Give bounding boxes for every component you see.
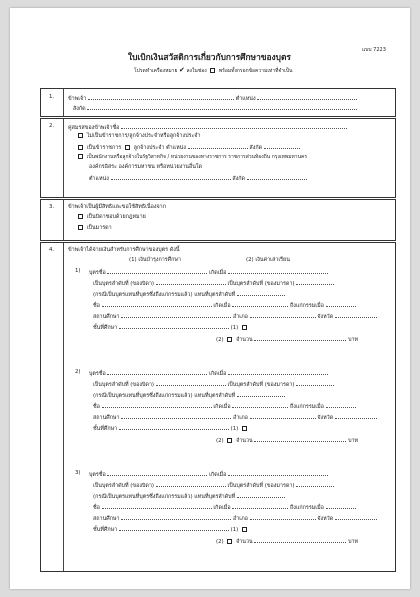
child-grade-row bbox=[93, 525, 249, 534]
child-deceased-date-field[interactable] bbox=[326, 301, 356, 307]
child-deceased-date-label: ถึงแก่กรรมเมื่อ bbox=[290, 404, 324, 410]
section-1 bbox=[40, 88, 396, 117]
child-name-field[interactable] bbox=[107, 470, 207, 476]
instruction-suffix: พร้อมทั้งกรอกข้อความเท่าที่จำเป็น bbox=[218, 68, 293, 74]
child-deceased-birth-label: เกิดเมื่อ bbox=[213, 303, 231, 309]
s2-opt2-affiliation-field[interactable] bbox=[264, 143, 300, 149]
child-item2-row bbox=[216, 436, 358, 445]
child-order-father-field[interactable] bbox=[156, 380, 226, 386]
child-province-label: จังหวัด bbox=[317, 415, 334, 421]
child-deceased-birth-field[interactable] bbox=[232, 301, 288, 307]
child-name-label: บุตรชื่อ bbox=[89, 371, 106, 377]
child-birth-label: เกิดเมื่อ bbox=[209, 472, 227, 478]
s2-opt3-detail-row bbox=[89, 174, 307, 183]
child-district-field[interactable] bbox=[250, 312, 316, 318]
child-birth-label: เกิดเมื่อ bbox=[209, 270, 227, 276]
child-number: 3) bbox=[75, 470, 81, 476]
child-school-field[interactable] bbox=[121, 514, 231, 520]
child-amount-label: จำนวน bbox=[236, 438, 253, 444]
child-amount-label: จำนวน bbox=[236, 539, 253, 545]
s1-number: 1. bbox=[49, 94, 55, 100]
child-deceased-date-field[interactable] bbox=[326, 402, 356, 408]
child-deceased-birth-field[interactable] bbox=[232, 402, 288, 408]
s4-number: 4. bbox=[49, 247, 55, 253]
child-birth-label: เกิดเมื่อ bbox=[209, 371, 227, 377]
instruction-mid: ลงในช่อง bbox=[186, 68, 207, 74]
child-order-father-label: เป็นบุตรลำดับที่ (ของบิดา) bbox=[93, 281, 154, 287]
child-deceased-birth-label: เกิดเมื่อ bbox=[213, 404, 231, 410]
child-province-field[interactable] bbox=[335, 312, 377, 318]
s2-opt3-line2: องค์กรอิสระ องค์การมหาชน หรือหน่วยงานอื่นใด bbox=[89, 164, 203, 170]
s2-opt2b-label: ลูกจ้างประจำ bbox=[133, 145, 165, 151]
child-name-row bbox=[89, 470, 328, 479]
child-item2-label: (2) bbox=[216, 438, 224, 444]
child-replace-label: (กรณีเป็นบุตรแทนที่บุตรซึ่งถึงแก่กรรมแล้ว) แทนที่บุตรลำดับที่ bbox=[93, 292, 236, 298]
child-order-mother-field[interactable] bbox=[296, 481, 334, 487]
child-baht-label: บาท bbox=[348, 337, 359, 343]
instruction-line bbox=[134, 67, 292, 75]
child-order-father-label: เป็นบุตรลำดับที่ (ของบิดา) bbox=[93, 382, 154, 388]
s1-affiliation-label: สังกัด bbox=[73, 106, 86, 112]
s2-opt2-row bbox=[76, 143, 300, 152]
s2-opt2-checkbox[interactable] bbox=[78, 145, 83, 150]
child-school-row bbox=[93, 413, 377, 422]
s1-name-label: ข้าพเจ้า bbox=[68, 96, 87, 102]
child-school-label: สถานศึกษา bbox=[93, 415, 120, 421]
s3-opt2-row bbox=[76, 225, 112, 232]
child-deceased-birth-field[interactable] bbox=[232, 503, 288, 509]
s1-name-row bbox=[68, 94, 357, 103]
child-district-label: อำเภอ bbox=[232, 314, 248, 320]
child-item2-label: (2) bbox=[216, 337, 224, 343]
child-deceased-row bbox=[93, 301, 356, 310]
child-order-mother-field[interactable] bbox=[296, 380, 334, 386]
child-amount-field[interactable] bbox=[254, 436, 346, 442]
child-replace-label: (กรณีเป็นบุตรแทนที่บุตรซึ่งถึงแก่กรรมแล้ว) แทนที่บุตรลำดับที่ bbox=[93, 494, 236, 500]
child-replace-row bbox=[93, 391, 285, 400]
section-4 bbox=[40, 242, 396, 572]
child-item1-label: (1) bbox=[230, 325, 239, 331]
child-item2-row bbox=[216, 537, 358, 546]
child-order-father-label: เป็นบุตรลำดับที่ (ของบิดา) bbox=[93, 483, 154, 489]
child-order-row bbox=[93, 481, 334, 490]
child-order-mother-field[interactable] bbox=[296, 279, 334, 285]
child-district-label: อำเภอ bbox=[232, 516, 248, 522]
child-name-label: บุตรชื่อ bbox=[89, 472, 106, 478]
form-code: แบบ 7223 bbox=[362, 47, 386, 53]
child-item1-label: (1) bbox=[230, 426, 239, 432]
s3-opt1-checkbox[interactable] bbox=[78, 214, 83, 219]
child-province-field[interactable] bbox=[335, 514, 377, 520]
child-deceased-date-field[interactable] bbox=[326, 503, 356, 509]
child-order-father-field[interactable] bbox=[156, 481, 226, 487]
child-order-mother-label: เป็นบุตรลำดับที่ (ของมารดา) bbox=[227, 483, 295, 489]
child-amount-field[interactable] bbox=[254, 537, 346, 543]
child-grade-field[interactable] bbox=[119, 323, 229, 329]
child-replace-field[interactable] bbox=[237, 492, 285, 498]
s3-opt1-label: เป็นบิดาชอบด้วยกฎหมาย bbox=[86, 214, 146, 220]
child-deceased-birth-label: เกิดเมื่อ bbox=[213, 505, 231, 511]
s2-heading: คู่สมรสของข้าพเจ้าชื่อ bbox=[68, 125, 120, 131]
child-birth-field[interactable] bbox=[228, 470, 328, 476]
form-title: ใบเบิกเงินสวัสดิการเกี่ยวกับการศึกษาของบุตร bbox=[128, 52, 291, 62]
s2-opt1-label: ไม่เป็นข้าราชการ/ลูกจ้างประจำหรือลูกจ้างประจำ bbox=[86, 133, 201, 139]
child-replace-field[interactable] bbox=[237, 391, 285, 397]
child-order-row bbox=[93, 380, 334, 389]
child-school-row bbox=[93, 514, 377, 523]
check-mark-icon: ✔ bbox=[179, 66, 185, 74]
s2-opt2a-label: เป็นข้าราชการ bbox=[86, 145, 122, 151]
s3-opt1-row bbox=[76, 214, 146, 221]
s2-opt3-line1: เป็นพนักงานหรือลูกจ้างในรัฐวิสาหกิจ / หน่วยงานของทางราชการ ราชการส่วนท้องถิ่น กรุงเทพมหานคร bbox=[86, 154, 308, 160]
child-deceased-name-label: ชื่อ bbox=[93, 404, 100, 410]
child-replace-field[interactable] bbox=[237, 290, 285, 296]
s4-col1-heading: (1) เงินบำรุงการศึกษา bbox=[129, 257, 181, 263]
child-baht-label: บาท bbox=[348, 539, 359, 545]
child-item1-checkbox[interactable] bbox=[242, 325, 247, 330]
child-deceased-name-field[interactable] bbox=[102, 301, 212, 307]
child-district-field[interactable] bbox=[250, 514, 316, 520]
child-grade-row bbox=[93, 323, 249, 332]
child-grade-label: ชั้นที่ศึกษา bbox=[93, 325, 118, 331]
s2-opt2-position-label: ตำแหน่ง bbox=[166, 145, 186, 151]
s2-opt3-checkbox[interactable] bbox=[78, 154, 83, 159]
child-district-label: อำเภอ bbox=[232, 415, 248, 421]
s3-number: 3. bbox=[49, 204, 55, 210]
child-order-row bbox=[93, 279, 334, 288]
child-item1-checkbox[interactable] bbox=[242, 527, 247, 532]
child-grade-label: ชั้นที่ศึกษา bbox=[93, 527, 118, 533]
s3-heading: ข้าพเจ้าเป็นผู้มีสิทธิและขอใช้สิทธิเนื่องจาก bbox=[68, 204, 166, 210]
child-item2-label: (2) bbox=[216, 539, 224, 545]
child-amount-field[interactable] bbox=[254, 335, 346, 341]
s2-opt2-affiliation-label: สังกัด bbox=[249, 145, 263, 151]
child-order-mother-label: เป็นบุตรลำดับที่ (ของมารดา) bbox=[227, 281, 295, 287]
child-amount-label: จำนวน bbox=[236, 337, 253, 343]
s2-opt2-position-field[interactable] bbox=[188, 143, 248, 149]
child-deceased-name-field[interactable] bbox=[102, 503, 212, 509]
child-deceased-date-label: ถึงแก่กรรมเมื่อ bbox=[290, 303, 324, 309]
child-deceased-name-label: ชื่อ bbox=[93, 303, 100, 309]
child-province-label: จังหวัด bbox=[317, 314, 334, 320]
s2-spouse-row bbox=[68, 123, 347, 132]
child-name-label: บุตรชื่อ bbox=[89, 270, 106, 276]
s3-opt2-label: เป็นมารดา bbox=[86, 225, 112, 231]
s2-spouse-field[interactable] bbox=[121, 123, 347, 129]
s1-position-field[interactable] bbox=[257, 94, 357, 100]
child-order-mother-label: เป็นบุตรลำดับที่ (ของมารดา) bbox=[227, 382, 295, 388]
s2-opt3-affiliation-field[interactable] bbox=[247, 174, 307, 180]
child-grade-field[interactable] bbox=[119, 525, 229, 531]
s2-opt1-checkbox[interactable] bbox=[78, 133, 83, 138]
child-item2-checkbox[interactable] bbox=[227, 539, 232, 544]
child-grade-label: ชั้นที่ศึกษา bbox=[93, 426, 118, 432]
child-item2-row bbox=[216, 335, 358, 344]
child-order-father-field[interactable] bbox=[156, 279, 226, 285]
s2-opt3-row bbox=[76, 154, 307, 161]
child-school-row bbox=[93, 312, 377, 321]
child-name-row bbox=[89, 268, 328, 277]
child-baht-label: บาท bbox=[348, 438, 359, 444]
child-deceased-row bbox=[93, 503, 356, 512]
child-number: 1) bbox=[75, 268, 81, 274]
child-province-label: จังหวัด bbox=[317, 516, 334, 522]
child-school-label: สถานศึกษา bbox=[93, 516, 120, 522]
form-page bbox=[10, 8, 410, 589]
child-grade-row bbox=[93, 424, 249, 433]
child-item1-checkbox[interactable] bbox=[242, 426, 247, 431]
child-birth-field[interactable] bbox=[228, 369, 328, 375]
sample-checkbox bbox=[210, 68, 215, 73]
child-name-field[interactable] bbox=[107, 369, 207, 375]
s3-opt2-checkbox[interactable] bbox=[78, 225, 83, 230]
child-replace-row bbox=[93, 492, 285, 501]
child-deceased-date-label: ถึงแก่กรรมเมื่อ bbox=[290, 505, 324, 511]
section-2 bbox=[40, 118, 396, 198]
s2-opt3-position-label: ตำแหน่ง bbox=[89, 176, 109, 182]
child-deceased-row bbox=[93, 402, 356, 411]
child-birth-field[interactable] bbox=[228, 268, 328, 274]
instruction-prefix: โปรดทำเครื่องหมาย bbox=[134, 68, 178, 74]
s2-opt3-position-field[interactable] bbox=[111, 174, 231, 180]
s2-opt2b-checkbox[interactable] bbox=[125, 145, 130, 150]
child-school-label: สถานศึกษา bbox=[93, 314, 120, 320]
child-province-field[interactable] bbox=[335, 413, 377, 419]
child-deceased-name-label: ชื่อ bbox=[93, 505, 100, 511]
child-item2-checkbox[interactable] bbox=[227, 337, 232, 342]
child-name-field[interactable] bbox=[107, 268, 207, 274]
child-district-field[interactable] bbox=[250, 413, 316, 419]
child-grade-field[interactable] bbox=[119, 424, 229, 430]
s4-col2-heading: (2) เงินค่าเล่าเรียน bbox=[246, 257, 290, 263]
child-school-field[interactable] bbox=[121, 312, 231, 318]
child-school-field[interactable] bbox=[121, 413, 231, 419]
s2-opt1-row bbox=[76, 133, 200, 140]
child-name-row bbox=[89, 369, 328, 378]
section-3 bbox=[40, 199, 396, 241]
child-replace-label: (กรณีเป็นบุตรแทนที่บุตรซึ่งถึงแก่กรรมแล้ว) แทนที่บุตรลำดับที่ bbox=[93, 393, 236, 399]
s1-position-label: ตำแหน่ง bbox=[235, 96, 256, 102]
child-number: 2) bbox=[75, 369, 81, 375]
s2-number: 2. bbox=[49, 123, 55, 129]
child-item1-label: (1) bbox=[230, 527, 239, 533]
s1-affiliation-field[interactable] bbox=[87, 104, 357, 110]
s4-heading: ข้าพเจ้าได้จ่ายเงินสำหรับการศึกษาของบุตร ดังนี้ bbox=[68, 247, 180, 253]
s2-opt3-affiliation-label: สังกัด bbox=[232, 176, 245, 182]
s1-name-field[interactable] bbox=[88, 94, 234, 100]
s1-affiliation-row bbox=[73, 104, 357, 113]
child-replace-row bbox=[93, 290, 285, 299]
child-item2-checkbox[interactable] bbox=[227, 438, 232, 443]
child-deceased-name-field[interactable] bbox=[102, 402, 212, 408]
